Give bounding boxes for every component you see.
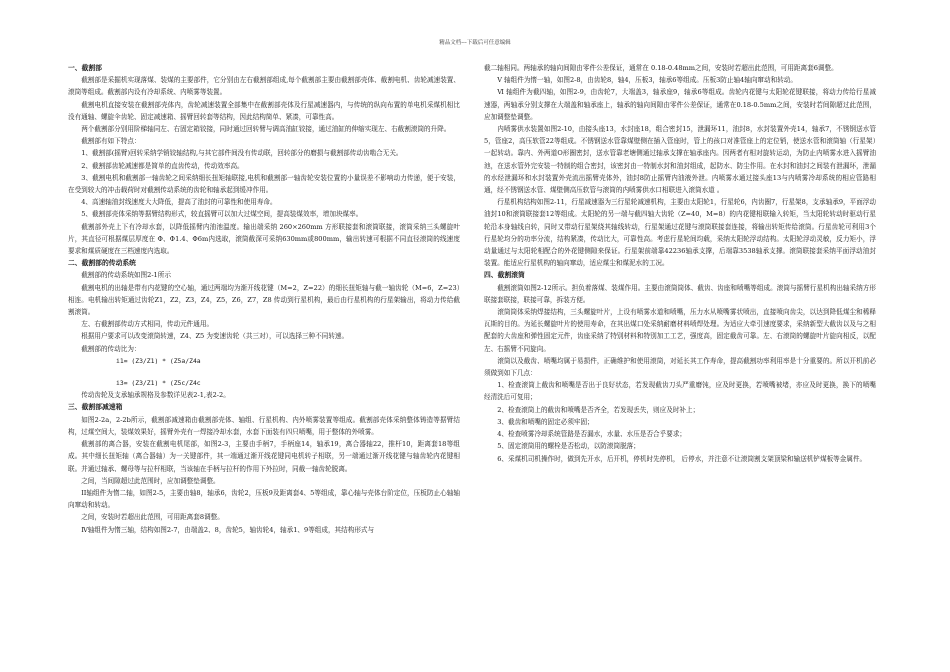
paragraph: 3、截割电机和截割部一轴齿轮之间采纳细长扭矩轴联接,电机和截割部一轴齿轮安装位置的小量误差不影响动力传递，便于安装，在受到较大的冲击载荷时对截割传动系统的齿轮和轴承起到缓冲作用。 [68, 173, 460, 195]
paragraph: Ⅳ轴组件为惰三轴，结构如图2-7，由端盖2、8，齿轮5，轴齿轮4，轴承1、9等组成，其结构形式与 [81, 525, 375, 534]
paragraph: 截割部外壳上下有冷却水套，以降低摇臂内油池温度。输出端采纳 260×260mm 方形联接套和滚筒联接，滚筒采纳三头螺旋叶片，其直径可根据煤层厚度在 Φ、Φ1.4、Φ6m内选取，滚筒截深可采纳630mm或800mm，输出转速可根据不同直径滚筒的线速度要求和煤质硬度在三档速度内选取。 [68, 222, 460, 256]
paragraph: 3、截齿和喷嘴的固定必须牢固； [497, 417, 594, 426]
section-heading: 一、截割部 [68, 64, 102, 72]
paragraph: 截二轴相同。两轴承的轴向间隙由零件公差保证，通常在 0.18-0.48mm之间，安装时若超出此范围，可用距离套6调整。 [484, 64, 838, 72]
section-heading: 二、截割部的传动系统 [68, 259, 136, 268]
paragraph: 截割部的离合器，安装在截割电机尾部，如图2-3，主要由手柄7，手柄座14，轴承19，离合器轴22，推杆10，距离套18等组成。其中细长扭矩轴（离合器轴）为一关键部件，其一端通过渐开线花键同电机转子相联，另一端通过渐开线花键与轴齿轮内花键相联。并通过轴承、螺母等与拉杆相联，当该轴在手柄与拉杆的作用下外拉时，同截一轴齿轮脱离。 [68, 440, 460, 473]
paragraph: 截割部的传动系统如图2-1所示 [81, 271, 171, 280]
paragraph: 5、截割部壳体采纳等据臂结构形式，较直摇臂可以加大过煤空间，提高装煤效率，增加块煤率。 [81, 210, 363, 219]
paragraph: V 轴组件为惰一轴，如图2-8，由齿轮8，轴4，压板3，轴承6等组成。压板3防止轴4轴向窜动和转动。 [497, 76, 797, 85]
paragraph: 6、采煤机司机操作时，做到先开水，后开机，停机时先停机， 后停水，并注意不让滚筒割支架顶梁和输送机铲煤板等金属件。 [497, 454, 867, 463]
paragraph: 5、固定滚筒用的螺栓是否松动，以防滚筒脱落； [497, 442, 640, 451]
paragraph: 两个截割部分别用阶梯轴同左、右固定箱铰接，同时通过回转臂与调高油缸铰接，通过油缸的伸缩实现左、右截割滚筒的升降。 [81, 125, 451, 134]
paragraph: 1、截割部(摇臂)回转采纳学销铰轴结构,与其它部件间没有传动联，回转部分的磨损与截割部传动齿啮合无关。 [81, 149, 403, 158]
paragraph: 滚筒筒体采纳焊接结构，三头螺旋叶片，上设有喷雾水道和喷嘴，压力水从喷嘴雾状喷出，直接喷向齿尖，以达到降低煤尘和稀释瓦斯的目的。为延长螺旋叶片的使用寿命，在其出煤口处采纳耐磨材料喷焊处理。为适应大牵引速度要求，采纳新型大截齿以及与之相配套的大齿座和弹性固定元件，齿座采纳了特别材料和特别加工工艺，强度高，固定截齿可靠。左、右滚筒的螺旋叶片旋向相反，以配左、右摇臂不同旋向。 [484, 308, 876, 353]
paragraph: Ⅵ 轴组件为截四轴，如图2-9，由齿轮7，大端盖3，轴承座9，轴承6等组成。齿轮内花键与太阳轮花键联接，将动力传给行星减速器，两轴承分别支撑在大端盖和轴承座上，轴承的轴向间隙由零件公差保证，通常在0.18-0.5mm之间，安装时若间隙超过此范围，应加调整垫调整。 [484, 88, 876, 121]
paragraph: 根据用户要求可以改变滚筒转速，Z4、Z5 为变速齿轮（共三对），可以选择三种不同转速。 [81, 332, 349, 341]
paragraph: 滚筒以及截齿、喷嘴均属于易损件，正确维护和使用滚筒，对延长其工作寿命，提高截割功率利用率是十分重要的。所以开机前必须做到如下几点： [484, 356, 876, 378]
paragraph: 截割部的传动比为： [81, 344, 141, 353]
paragraph: 截割部有如下特点： [81, 137, 141, 146]
paragraph: 2、截割部齿轮减速都是简单的直齿传动，传动效率高。 [81, 161, 244, 170]
paragraph: 截割电机的出轴是带有内花键的空心轴，通过两端均为渐开线花键（M=2，Z=22）的细长扭矩轴与截一轴齿轮（M=6，Z=23）相连。电机输出转矩通过齿轮Z1，Z2，Z3，Z4，Z5，Z6，Z7，Z8 传动到行星机构，最后由行星机构的行星架输出，将动力传给截割滚筒。 [68, 283, 460, 317]
page-header: 精品文档---下载后可任意编辑 [439, 40, 511, 46]
section-heading: 四、截割滚筒 [484, 271, 525, 280]
paragraph: 如图2-2a，2-2b所示，截割部减速箱由截割部壳体、轴组、行星机构、内外喷雾装置等组成。截割部壳体采纳整体铸造等据臂结构，过煤空间大，装煤效果好，摇臂外壳有一焊接冷却水套，水套下面装有四只喷嘴，用于整体的外喷雾。 [68, 415, 460, 436]
paragraph: 左、右截割部传动方式相同，传动元件通用。 [81, 320, 214, 329]
paragraph: 之间，当间隙超过此范围时，应加调整垫调整。 [81, 476, 220, 485]
right-column [484, 62, 876, 465]
paragraph: 行星机构结构如图2-11，行星减速器为三行星轮减速机构，主要由太阳轮1，行星轮6，内齿圈7，行星架8，支承轴承9，平面浮动油封10和滚筒联接套12等组成。太阳轮的另一端与截四轴大齿轮（Z=40，M=8）的内花键相联输入转矩，当太阳轮转动时驱动行星轮沿本身轴线自转，同时又带动行星架绕其轴线转动，行星架通过花键与滚筒联接套连接，将输出转矩传给滚筒。行星齿轮可利用3个行星轮均分的功率分流，结构紧凑，传动比大，可靠性高。考虑行星轮间均载，采纳太阳轮浮动结构。太阳轮浮动灵敏，反力矩小，浮动量通过与太阳轮相配合的外花键侧隙来保证。行星架前端靠42236轴承支撑，后端靠3538轴承支撑。滚筒联接套采纳平面浮动油封装置。能适应行星机构的轴向窜动，适应煤尘和煤泥水的工况。 [484, 198, 876, 268]
paragraph: 截割滚筒如图2-12所示。担负着落煤、装煤作用。主要由滚筒筒体、截齿、齿座和喷嘴等组成。滚筒与摇臂行星机构出轴采纳方形联接套联接，联接可靠，拆装方便。 [484, 283, 876, 304]
paragraph: 截割电机直接安装在截割部壳体内，齿轮减速装置全部集中在截割部壳体及行星减速器内，与传统的纵向布置的单电机采煤机相比没有通轴、螺旋伞齿轮、固定减速箱、摇臂回转套等结构，因此结构简单、紧凑，可靠性高。 [68, 100, 460, 121]
paragraph: 截割部是采掘机实现落煤、装煤的主要部件，它分别由左右截割部组成,每个截割部主要由截割部壳体、截割电机、齿轮减速装置、滚筒等组成。截割部内设有冷却系统、内喷雾等装置。 [68, 76, 460, 97]
paragraph: 4、高速轴油封线速度大大降低，提高了油封的可靠性和使用寿命。 [81, 198, 277, 207]
paragraph: II轴组件为惰二轴，如图2-5，主要由轴8，轴承6，齿轮2，压板9及距离套4、5等组成，靠心轴与壳体台阶定位，压板防止心轴轴向窜动和转动。 [68, 488, 460, 510]
formula: i1= (Z3/Z1) * (Z5a/Z4a [116, 356, 201, 365]
section-heading: 三、截割部减速箱 [68, 403, 123, 412]
paragraph: 内喷雾供水装置如图2-10，由接头座13，水封座18，组合密封15，泄漏环11，油封8，水封装置外壳14，轴承7，不锈钢送水管5，管座2，高压软管22等组成。不锈钢送水管靠煤壁侧在插入管座时，管上的孩口对准管座上的定位销，使送水管和滚筒轴（行星架）一起转动。靠内、外两道O形圈密封，送水管靠老塘侧通过轴承支撑在轴承座内。因两者有相对旋转运动，为防止内喷雾水进入摇臂油池，在送水管外完安装一特制的组合密封，该密封由一特制水封和油封组成，起防水、防尘作用。在水封和油封之间装有泄漏环，泄漏的水经泄漏环和水封装置外壳流出摇臂壳体外，油封8防止摇臂内油液外泄。内喷雾水通过接头座13与内喷雾冷却系统的相应管路相通，经不锈钢送水管、煤壁侧高压软管与滚筒的内喷雾供水口相联进入滚筒水道 。 [484, 125, 876, 195]
left-column [68, 62, 460, 536]
paragraph: 4、检查喷雾冷却系统管路是否漏水，水量、水压是否合乎要求； [497, 430, 687, 439]
paragraph: 2、检查滚筒上的截齿和喷嘴是否齐全，若发现丢失，则应及时补上； [497, 405, 700, 414]
paragraph: 之间，安装时若超出此范围，可用距离套8调整。 [81, 513, 224, 522]
paragraph: 传动齿轮及支承轴承规格及参数详见表2-1,表2-2。 [81, 391, 230, 400]
paragraph: 1、检查滚筒上截齿和喷嘴是否出于良好状态，若发现截齿刀头严重磨钝，应及时更换，若喷嘴被堵，亦应及时更换，换下的喷嘴经清洗后可复用； [484, 381, 876, 402]
formula: i3= (Z3/Z1) * (Z5c/Z4c [116, 379, 201, 388]
paragraph [68, 367, 460, 377]
